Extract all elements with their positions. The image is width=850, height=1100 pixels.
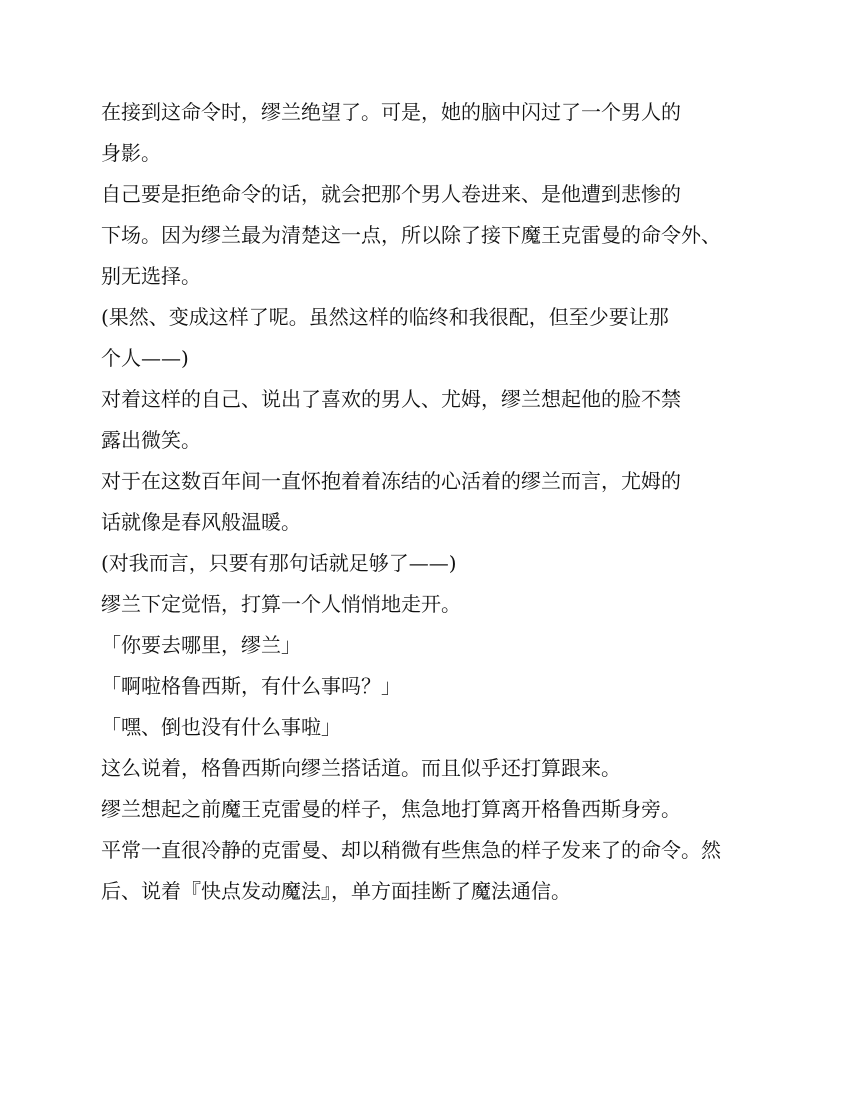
text-line: 别无选择。 xyxy=(101,264,201,288)
text-line: 话就像是春风般温暖。 xyxy=(101,510,301,534)
text-line: 缪兰想起之前魔王克雷曼的样子，焦急地打算离开格鲁西斯身旁。 xyxy=(101,797,681,821)
text-line: 对着这样的自己、说出了喜欢的男人、尤姆，缪兰想起他的脸不禁 xyxy=(101,387,681,411)
text-line: 身影。 xyxy=(101,141,161,165)
document-body xyxy=(101,92,761,912)
text-line: 对于在这数百年间一直怀抱着着冻结的心活着的缪兰而言，尤姆的 xyxy=(101,469,681,493)
text-line: 「你要去哪里，缪兰」 xyxy=(101,633,301,657)
text-line: 露出微笑。 xyxy=(101,428,201,452)
text-line: 下场。因为缪兰最为清楚这一点，所以除了接下魔王克雷曼的命令外、 xyxy=(101,223,721,247)
text-line: 这么说着，格鲁西斯向缪兰搭话道。而且似乎还打算跟来。 xyxy=(101,756,621,780)
text-line: (果然、变成这样了呢。虽然这样的临终和我很配，但至少要让那 xyxy=(101,305,669,329)
text-line: (对我而言，只要有那句话就足够了——) xyxy=(101,551,457,575)
text-line: 在接到这命令时，缪兰绝望了。可是，她的脑中闪过了一个男人的 xyxy=(101,100,681,124)
text-line: 「啊啦格鲁西斯，有什么事吗？」 xyxy=(101,674,401,698)
text-line: 自己要是拒绝命令的话，就会把那个男人卷进来、是他遭到悲惨的 xyxy=(101,182,681,206)
text-line: 「嘿、倒也没有什么事啦」 xyxy=(101,715,341,739)
text-line: 个人——) xyxy=(101,346,189,370)
text-line: 缪兰下定觉悟，打算一个人悄悄地走开。 xyxy=(101,592,461,616)
text-line: 后、说着『快点发动魔法』，单方面挂断了魔法通信。 xyxy=(101,879,571,903)
text-line: 平常一直很冷静的克雷曼、却以稍微有些焦急的样子发来了的命令。然 xyxy=(101,838,721,862)
